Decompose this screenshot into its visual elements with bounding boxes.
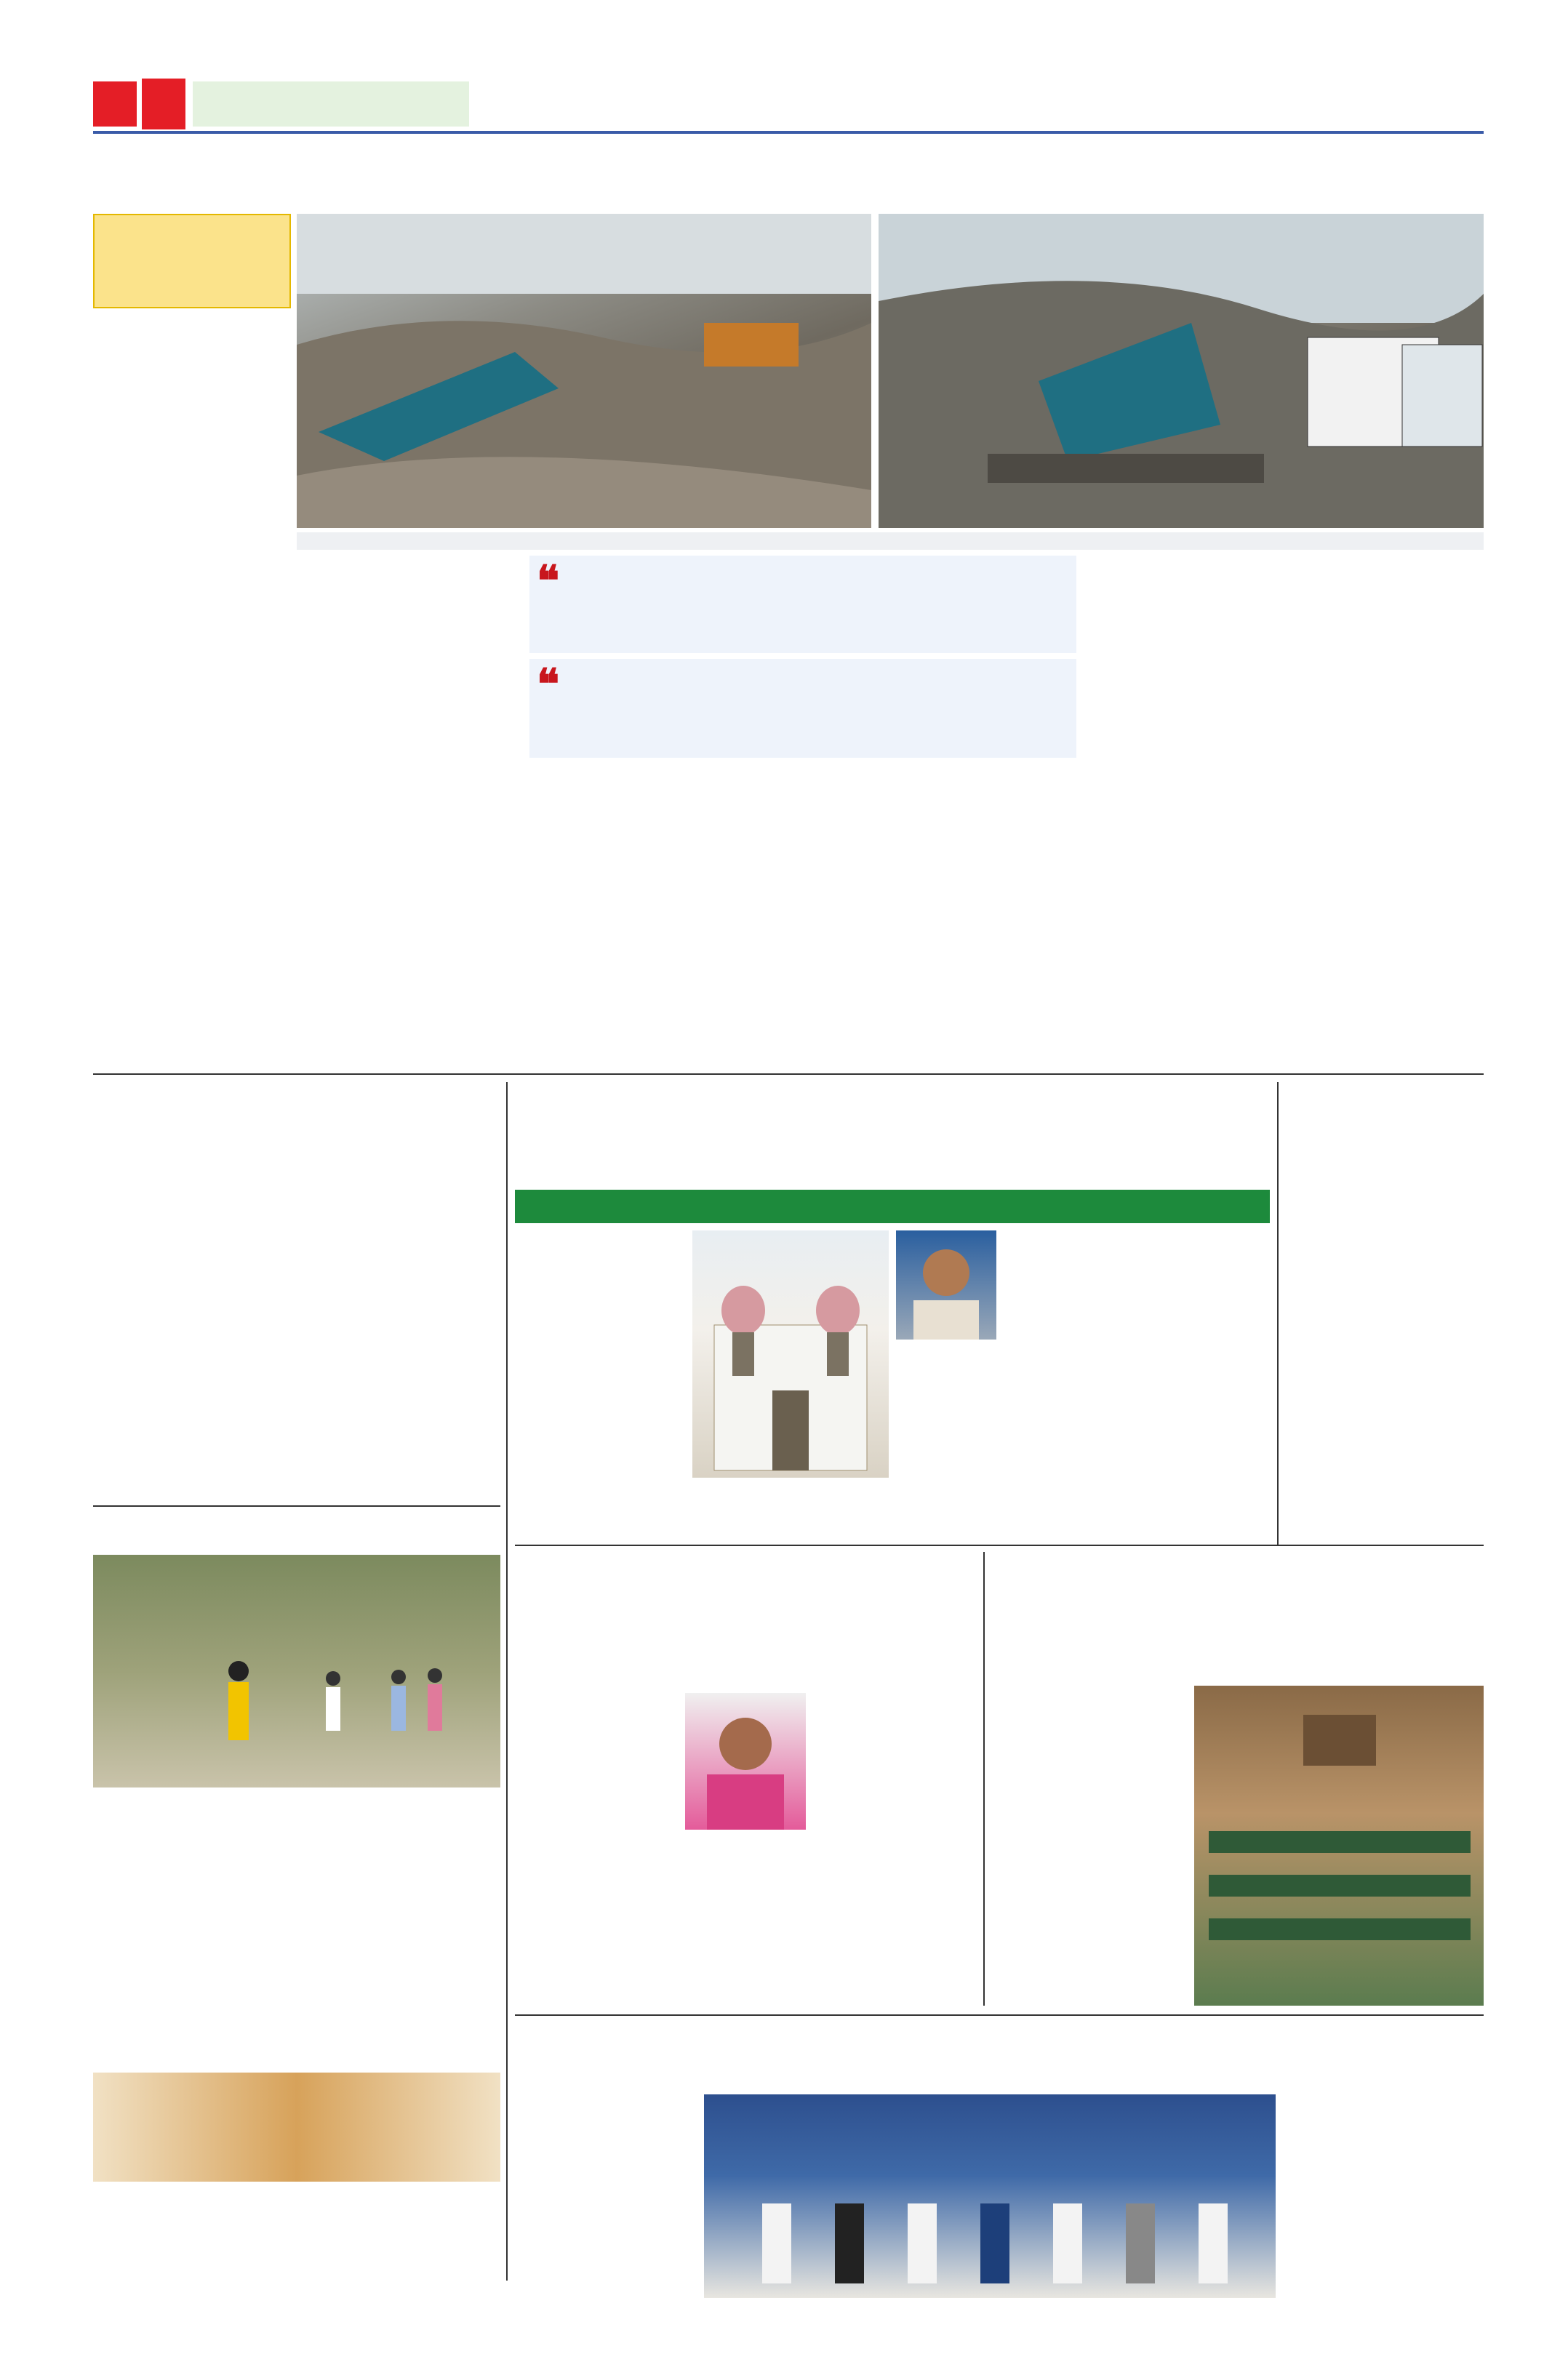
lead-headline [93,138,1484,205]
masthead [742,81,975,127]
story6-headline-line2 [515,1632,977,1676]
lead-photo-left [297,214,871,528]
story7-body [991,1686,1187,2006]
portrait-illustration [685,1693,806,1830]
page-number [142,79,185,129]
lead-quote-gm [529,659,1076,758]
kashmir-photo-caption [704,2302,1276,2337]
story4-body-2 [1004,1230,1270,1536]
lead-column-1 [93,314,291,1066]
section-title [193,81,469,127]
lead-column-2 [297,556,522,1066]
story8-headline [515,2022,1484,2087]
story6-kicker [515,1552,977,1582]
story3-headline [93,1511,500,1549]
poster-headline [160,2043,502,2070]
story3-body [93,1827,500,2042]
story4-headline-line1 [515,1082,1270,1124]
rajyasabha-photo [1194,1686,1484,2006]
column-divider [983,1552,985,2006]
building-illustration [692,1230,889,1478]
story3-top-rule [93,1505,500,1507]
commissioner-photo [896,1230,996,1340]
players-illustration [93,1555,500,1787]
lead-quote-mla [529,556,1076,653]
story7-kicker [991,1552,1484,1581]
section-divider [93,1073,1484,1075]
story2-headline [93,1082,500,1155]
rohini-photo-caption [685,1831,806,1847]
story6-headline-line1 [515,1585,977,1629]
poster-photo [93,2073,500,2182]
trommel-truck-illustration [879,214,1484,528]
lead-column-3 [1084,556,1277,1066]
story8-body-right [1283,2094,1484,2362]
palike-building-photo [692,1230,889,1478]
lead-highlight-box [93,214,291,308]
group-illustration [704,2094,1276,2298]
story7-headline [991,1584,1484,1678]
issue-date [1149,81,1484,127]
story5-headline [1284,1082,1484,1140]
story8-body-left [515,2094,697,2362]
poster-caption [93,2185,500,2281]
column-divider [506,1082,508,2281]
commissioner-caption [896,1341,996,1357]
sports-photo-caption [93,1790,500,1822]
portrait-illustration [896,1230,996,1340]
kashmir-students-photo [704,2094,1276,2298]
page-label [93,81,137,127]
parliament-illustration [1194,1686,1484,2006]
story4-body-1 [515,1230,687,1536]
story4-subhead [515,1190,1270,1223]
story4-headline-line2 [515,1126,1270,1184]
lead-photo-right [879,214,1484,528]
quote-mark-icon: ❝ [537,556,560,606]
quote-mark-icon: ❝ [537,660,560,709]
header-rule [93,131,1484,134]
story5-body [1284,1145,1484,1537]
rohini-photo [685,1693,806,1830]
lead-photo-caption [297,532,1484,550]
sports-photo [93,1555,500,1787]
section-divider [515,2014,1484,2016]
section-divider [515,1545,1484,1546]
screening-machine-illustration [297,214,871,528]
lead-column-4 [1284,556,1484,1066]
column-divider [1277,1082,1279,1545]
